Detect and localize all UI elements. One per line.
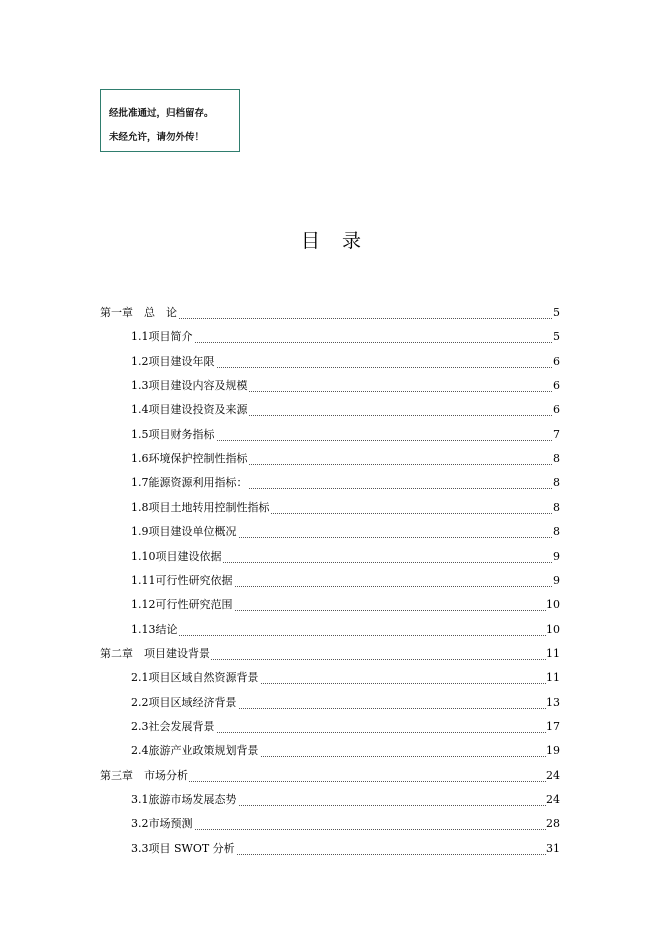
toc-entry-page: 5: [553, 330, 560, 344]
toc-entry-page: 24: [546, 768, 560, 782]
toc-entry-label: 1.9项目建设单位概况: [131, 522, 238, 542]
toc-entry-label: 1.13结论: [131, 620, 179, 640]
toc-entry-page: 13: [546, 695, 560, 709]
toc-entry-page: 6: [553, 379, 560, 393]
toc-entry-page: 31: [546, 841, 560, 855]
toc-entry-page: 7: [553, 427, 560, 441]
toc-entry-page: 24: [546, 793, 560, 806]
toc-entry-page: 28: [546, 817, 560, 831]
toc-entry[interactable]: [0, 547, 662, 567]
toc-entry[interactable]: [0, 522, 662, 542]
toc-entry-page: 10: [546, 598, 560, 612]
toc-entry-page: 8: [553, 476, 560, 490]
toc-entry-label: 1.1项目简介: [131, 327, 194, 347]
toc-leader-dots: [131, 635, 546, 636]
toc-entry-page: 8: [553, 452, 560, 466]
toc-entry-label: 第三章 市场分析: [100, 766, 189, 786]
toc-entry[interactable]: [0, 766, 662, 786]
toc-entry-label: 2.2项目区域经济背景: [131, 693, 238, 713]
toc-entry-label: 1.4项目建设投资及来源: [131, 400, 249, 420]
toc-entry-page: 6: [553, 403, 560, 417]
toc-entry-page: 11: [546, 646, 560, 660]
toc-entry[interactable]: [0, 839, 662, 859]
toc-entry[interactable]: [0, 741, 662, 761]
toc-entry[interactable]: [0, 668, 662, 688]
toc-entry-label: 3.1旅游市场发展态势: [131, 790, 238, 810]
toc-entry-page: 17: [546, 719, 560, 733]
toc-entry-label: 1.11可行性研究依据: [131, 571, 234, 591]
notice-line-1: 经批准通过，归档留存。: [109, 108, 214, 119]
toc-entry-label: 3.2市场预测: [131, 814, 194, 834]
toc-entry-label: 3.3项目 SWOT 分析: [131, 839, 236, 859]
toc-entry-label: 1.10项目建设依据: [131, 547, 223, 567]
toc-entry[interactable]: [0, 790, 662, 810]
toc-entry-label: 2.3社会发展背景: [131, 717, 216, 737]
toc-entry-page: 11: [546, 671, 560, 685]
toc-entry-label: 第二章 项目建设背景: [100, 644, 211, 664]
toc-entry-page: 6: [553, 354, 560, 368]
toc-entry-page: 8: [553, 525, 560, 539]
toc-entry-page: 10: [546, 622, 560, 636]
toc-entry-label: 2.1项目区域自然资源背景: [131, 668, 260, 688]
toc-entry[interactable]: [0, 693, 662, 713]
toc-entry-page: 9: [553, 549, 560, 563]
toc-entry-page: 5: [553, 306, 560, 319]
toc-entry[interactable]: [0, 352, 662, 372]
toc-entry[interactable]: [0, 717, 662, 737]
toc-entry[interactable]: [0, 303, 662, 323]
toc-entry-label: 1.7能源资源利用指标：: [131, 473, 249, 493]
toc-entry-label: 1.2项目建设年限: [131, 352, 216, 372]
toc-entry-label: 2.4旅游产业政策规划背景: [131, 741, 260, 761]
toc-entry[interactable]: [0, 620, 662, 640]
toc-entry-label: 1.8项目土地转用控制性指标: [131, 498, 271, 518]
toc-entry-page: 8: [553, 500, 560, 514]
toc-entry[interactable]: [0, 449, 662, 469]
toc-entry-label: 1.6环境保护控制性指标: [131, 449, 249, 469]
toc-entry[interactable]: [0, 644, 662, 664]
toc-entry[interactable]: [0, 814, 662, 834]
toc-entry-label: 第一章 总 论: [100, 303, 178, 323]
toc-entry[interactable]: [0, 327, 662, 347]
toc-entry-page: 19: [546, 744, 560, 758]
toc-entry-label: 1.12可行性研究范围: [131, 595, 234, 615]
toc-entry-page: 9: [553, 573, 560, 587]
toc-entry[interactable]: [0, 473, 662, 493]
approval-notice-box: [100, 89, 240, 152]
toc-entry[interactable]: [0, 595, 662, 615]
toc-entry-label: 1.3项目建设内容及规模: [131, 376, 249, 396]
toc-leader-dots: [131, 342, 552, 343]
toc-entry[interactable]: [0, 571, 662, 591]
page-title: 目录: [300, 230, 383, 252]
toc-entry[interactable]: [0, 376, 662, 396]
toc-entry[interactable]: [0, 498, 662, 518]
toc-entry-label: 1.5项目财务指标: [131, 425, 216, 445]
toc-entry[interactable]: [0, 400, 662, 420]
toc-entry[interactable]: [0, 425, 662, 445]
notice-line-2: 未经允许，请勿外传！: [109, 132, 205, 143]
